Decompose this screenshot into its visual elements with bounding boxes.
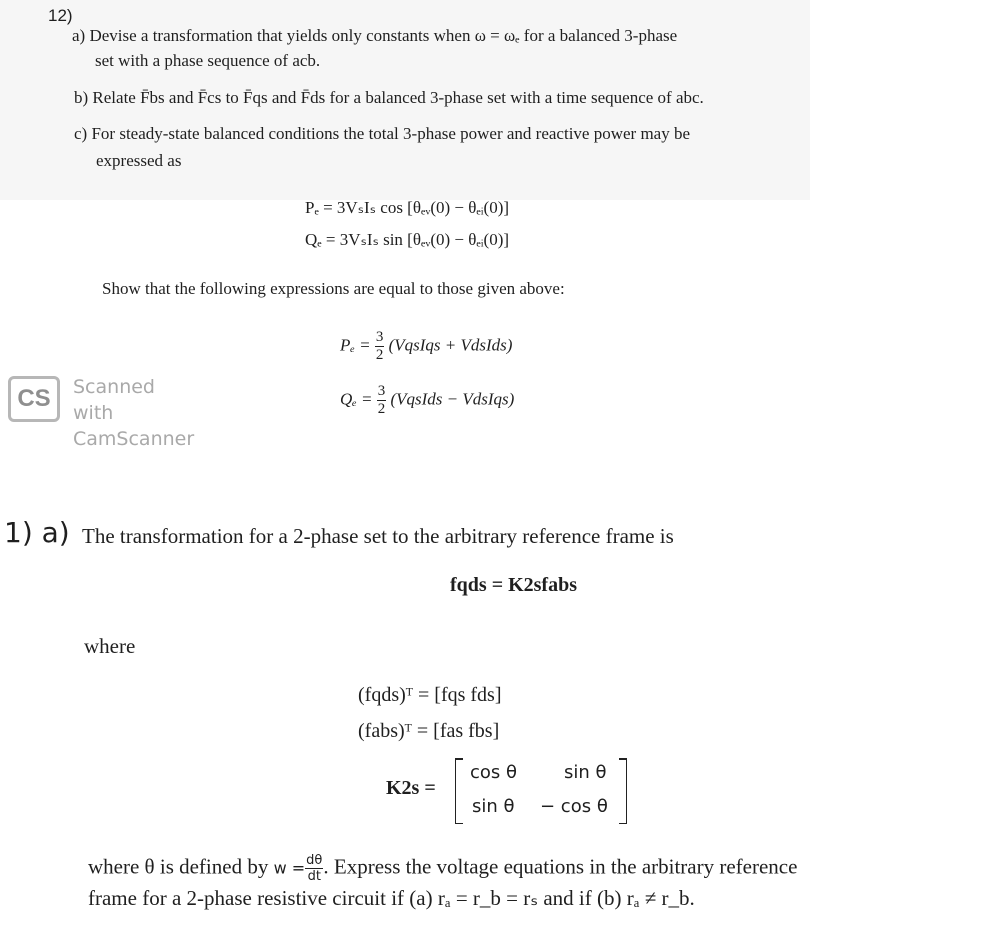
handwritten-derivative: [305, 854, 323, 883]
handwritten-omega: w =: [273, 858, 306, 878]
equation-qe-2: [340, 384, 514, 417]
matrix-cell-22: − cos θ: [540, 796, 608, 817]
k2s-label: K2s =: [386, 777, 436, 799]
fraction-three-halves: [377, 384, 387, 417]
frac-num: 3: [377, 383, 386, 399]
closing-text-1b: . Express the voltage equations in the arbitrary reference: [323, 854, 798, 879]
problem2-statement: The transformation for a 2-phase set to the arbitrary reference frame is: [82, 524, 674, 548]
watermark-line-2: CamScanner: [73, 428, 195, 450]
frac-den: 2: [377, 401, 386, 417]
equation-fqds: (fqds)ᵀ = [fqs fds]: [358, 684, 502, 706]
frac-num: 3: [375, 329, 384, 345]
pe2-lhs: Pₑ =: [340, 335, 371, 355]
bracket-corner: [456, 823, 463, 825]
part-c-line-2: expressed as: [96, 151, 182, 170]
k2s-matrix: [455, 758, 627, 824]
part-c-line-1: c) For steady-state balanced conditions the total 3-phase power and reactive power may be: [74, 124, 691, 143]
closing-line-2: frame for a 2-phase resistive circuit if (a) rₐ = r_b = rₛ and if (b) rₐ ≠ r_b.: [88, 886, 695, 910]
bracket-corner: [619, 823, 626, 825]
equation-fabs: (fabs)ᵀ = [fas fbs]: [358, 720, 500, 742]
fraction-three-halves: [375, 330, 385, 363]
pe2-rhs: (VqsIqs + VdsIds): [388, 335, 513, 355]
watermark-text: [73, 374, 194, 452]
equation-qe: Qₑ = 3VₛIₛ sin [θₑᵥ(0) − θₑᵢ(0)]: [305, 230, 510, 249]
bracket-corner: [619, 758, 626, 760]
equation-pe-2: [340, 330, 512, 363]
where-label: where: [84, 634, 136, 658]
part-a-line-2: set with a phase sequence of acb.: [95, 51, 321, 70]
show-text: Show that the following expressions are equal to those given above:: [102, 279, 565, 298]
frac-den: 2: [375, 347, 384, 363]
qe2-lhs: Qₑ =: [340, 389, 373, 409]
camscanner-logo: CS: [8, 376, 60, 422]
derivative-num: dθ: [306, 853, 323, 868]
part-a-line-1: a) Devise a transformation that yields only constants when ω = ωₑ for a balanced 3-phase: [72, 26, 678, 45]
part-b-text: b) Relate F̄bs and F̄cs to F̄qs and F̄ds for a balanced 3-phase set with a time sequence of abc.: [74, 88, 704, 107]
bracket-corner: [456, 758, 463, 760]
problem-number: 12): [48, 6, 73, 25]
qe2-rhs: (VqsIds − VdsIqs): [390, 389, 515, 409]
watermark-line-1: Scanned with: [73, 376, 155, 424]
matrix-cell-11: cos θ: [470, 762, 518, 783]
main-equation: fqds = K2sfabs: [450, 574, 577, 596]
problem2-number: 1) a): [4, 516, 70, 549]
closing-line-1: [88, 854, 797, 883]
equation-pe: Pₑ = 3VₛIₛ cos [θₑᵥ(0) − θₑᵢ(0)]: [305, 198, 510, 217]
closing-text-1a: where θ is defined by: [88, 854, 269, 879]
matrix-cell-12: sin θ: [564, 762, 607, 783]
derivative-den: dt: [307, 869, 321, 884]
matrix-cell-21: sin θ: [472, 796, 515, 817]
